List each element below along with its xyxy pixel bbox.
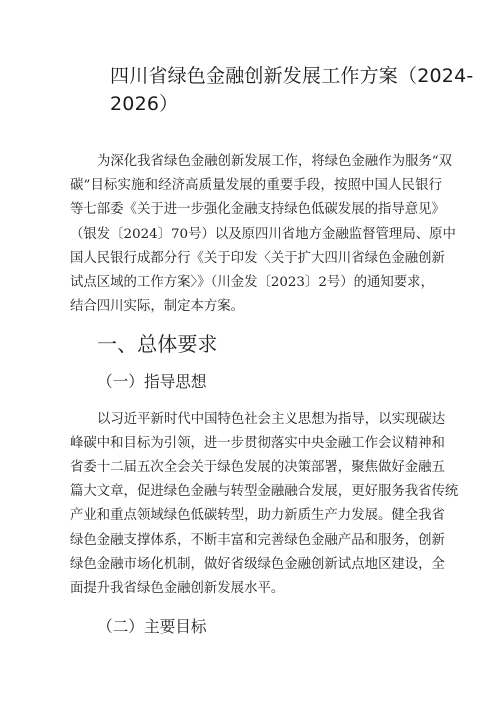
paragraph-line: 碳”目标实施和经济高质量发展的重要手段，按照中国人民银行 <box>70 178 442 194</box>
paragraph-line: 绿色金融市场化机制，做好省级绿色金融创新试点地区建设，全 <box>70 556 445 572</box>
document-body <box>70 150 459 639</box>
title-line: 四川省绿色金融创新发展工作方案（2024- <box>110 65 474 87</box>
guiding-paragraph <box>70 408 459 602</box>
paragraph-line: 国人民银行成都分行《关于印发〈关于扩大四川省绿色金融创新 <box>70 250 445 266</box>
paragraph-line: 绿色金融支撑体系，不断丰富和完善绿色金融产品和服务，创新 <box>70 532 445 548</box>
title-line: 2026） <box>110 93 179 115</box>
paragraph-line: 试点区域的工作方案〉》（川金发〔2023〕2号）的通知要求， <box>70 274 434 290</box>
paragraph-line: 峰碳中和目标为引领，进一步贯彻落实中央金融工作会议精神和 <box>70 435 445 451</box>
paragraph-line: 篇大文章，促进绿色金融与转型金融融合发展，更好服务我省传统 <box>70 484 459 500</box>
paragraph-line: 以习近平新时代中国特色社会主义思想为指导，以实现碳达 <box>97 411 446 427</box>
paragraph-line: 结合四川实际，制定本方案。 <box>70 299 245 315</box>
section-heading: 一、总体要求 <box>97 332 218 357</box>
paragraph-line: 面提升我省绿色金融创新发展水平。 <box>70 581 285 596</box>
paragraph-line: 为深化我省绿色金融创新发展工作，将绿色金融作为服务“双 <box>97 154 452 169</box>
document-title <box>110 62 474 118</box>
intro-paragraph <box>70 150 456 319</box>
paragraph-line: 等七部委《关于进一步强化金融支持绿色低碳发展的指导意见》 <box>70 202 445 218</box>
subsection-heading: （一）指导思想 <box>97 371 207 391</box>
paragraph-line: 省委十二届五次全会关于绿色发展的决策部署，聚焦做好金融五 <box>70 460 445 476</box>
subsection-heading: （二）主要目标 <box>97 617 207 637</box>
paragraph-line: 产业和重点领域绿色低碳转型，助力新质生产力发展。健全我省 <box>70 508 445 524</box>
paragraph-line: （银发〔2024〕70号）以及原四川省地方金融监督管理局、原中 <box>70 226 456 242</box>
